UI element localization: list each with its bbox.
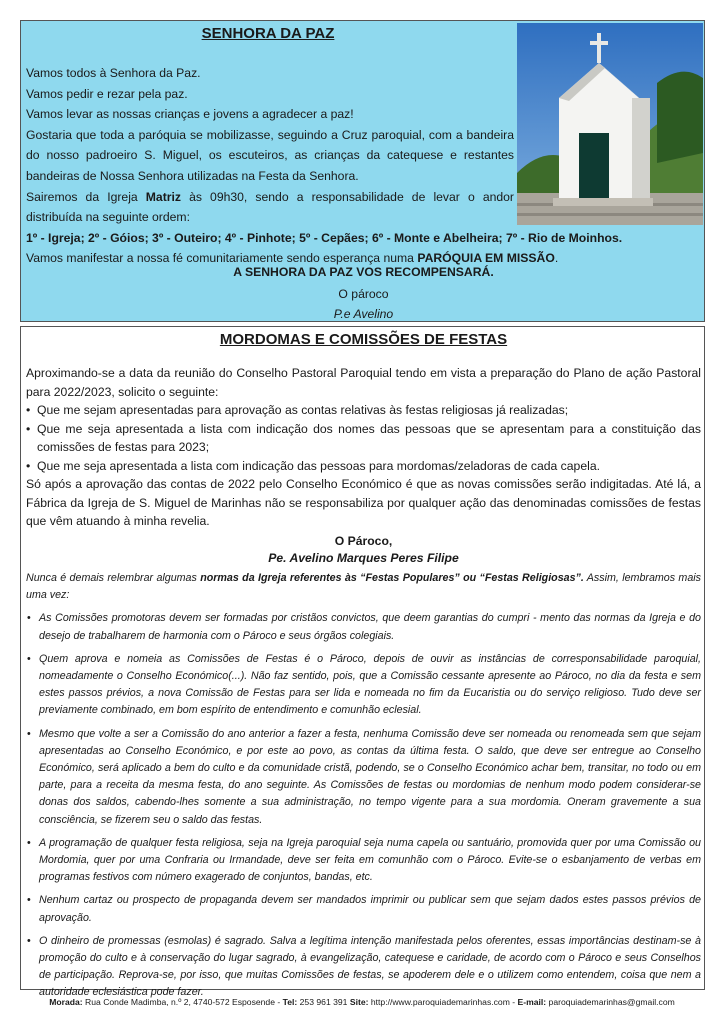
faith-paragraph: Vamos manifestar a nossa fé comunitariamente sendo esperança numa PARÓQUIA EM MISSÃO. — [26, 251, 559, 266]
rule-item: • Quem aprova e nomeia as Comissões de Festas é o Pároco, depois de ouvir as instâncias de corresponsabilidade paroquial, nomeadamente o Conselho Económico(...). Não faz sentido, pois, que a Comissão cessante apresente ao Pároco, no dia da festa e sem estes passos prévios, a nova Comissão de Festas para ser lida e nomeada no fim da Eucaristia ou do serviço religioso. Tudo deve ser previamente combinado, em bom espírito de entendimento e comunhão eclesial. — [26, 651, 701, 720]
request-item: • Que me sejam apresentadas para aprovação as contas relativas às festas religiosas já realizadas; — [26, 401, 701, 420]
signature-block — [26, 533, 701, 567]
signature-name: Pe. Avelino Marques Peres Filipe — [268, 550, 459, 565]
chapel-photo — [517, 23, 703, 225]
text-line: Vamos levar as nossas crianças e jovens a agradecer a paz! — [26, 107, 354, 122]
rules-intro: Nunca é demais relembrar algumas normas da Igreja referentes às “Festas Populares” ou “Festas Religiosas”. Assim, lembramos mais uma vez: — [26, 572, 702, 602]
chapel-image — [517, 23, 703, 225]
closing-paragraph: Só após a aprovação das contas de 2022 pelo Conselho Económico é que as novas comissões serão indigitadas. Até lá, a Fábrica da Igreja de S. Miguel de Marinhas não se responsabiliza por qualquer ação das denominadas comissões de festas que vêm atuando à minha revelia. — [26, 477, 701, 528]
reward-line: A SENHORA DA PAZ VOS RECOMPENSARÁ. — [233, 265, 494, 279]
rule-item: • A programação de qualquer festa religiosa, seja na Igreja paroquial seja numa capela ou santuário, promovida quer por uma Comissão ou Mordomia, quer por uma Confraria ou Irmandade, deve ser feita em comunhão com o Pároco. Evite-se o esbanjamento de verbas em programas festivos com número exagerado de conjuntos, bandas, etc. — [26, 835, 701, 887]
intro-paragraph: Aproximando-se a data da reunião do Conselho Pastoral Paroquial tendo em vista a preparação do Plano de ação Pastoral para 2022/2023, solicito o seguinte: — [26, 366, 701, 399]
rule-item: • As Comissões promotoras devem ser formadas por cristãos convictos, que deem garantias do cumpri - mento das normas da Igreja e do desejo de trabalharem de harmonia com o Pároco e seus órgãos colegiais. — [26, 610, 701, 644]
section-body — [26, 63, 623, 269]
signature-name: P.e Avelino — [333, 307, 394, 321]
email-link[interactable]: paroquiademarinhas@gmail.com — [546, 997, 675, 1007]
departure-paragraph: Sairemos da Igreja Matriz às 09h30, sendo a responsabilidade de levar o andor distribuída na seguinte ordem: — [26, 189, 514, 225]
rule-item: • Mesmo que volte a ser a Comissão do ano anterior a fazer a festa, nenhuma Comissão deve ser nomeada ou renomeada sem que sejam apresentadas ao Conselho Económico, e por este ao povo, as contas da última festa. O saldo, que deve ser entregue ao Conselho Económico, será aplicado a bem do culto e da comunidade cristã, podendo, se o Conselho Económico achar bem, transitar, no todo ou em parte, para a receita da mesma festa, do ano seguinte. As Comissões de festas ou mordomias de nenhum modo podem considerar-se donas dos saldos, cabendo-lhes somente a sua administração, no tempo vigente para a sua mordomia. Oneram gravemente a sua consciência, se fizerem seu o saldo das festas. — [26, 726, 701, 829]
signature-role: O Pároco, — [334, 533, 393, 548]
request-item: • Que me seja apresentada a lista com indicação dos nomes das pessoas que se apresentam para a constituição das comissões de festas para 2023; — [26, 420, 701, 457]
section-intro — [26, 364, 701, 567]
site-link[interactable]: http://www.paroquiademarinhas.com - — [368, 997, 518, 1007]
rule-item: • O dinheiro de promessas (esmolas) é sagrado. Salva a legítima intenção manifestada pelos oferentes, essas importâncias destinam-se à promoção do culto e à conservação do lugar sagrado, à evangelização, catequese e caridade, de acordo com o Pároco e seus Conselhos de participação. Reprova-se, por isso, que muitas Comissões de festas, se apoderem dele e o utilizem como entendem, coisa que nem a autoridade eclesiástica pode fazer. — [26, 933, 701, 1002]
church-rules — [26, 570, 701, 1008]
senhora-da-paz-section — [20, 20, 705, 322]
request-item: • Que me seja apresentada a lista com indicação das pessoas para mordomas/zeladoras de cada capela. — [26, 457, 701, 476]
text-line: Vamos pedir e rezar pela paz. — [26, 86, 188, 101]
rule-item: • Nenhum cartaz ou prospecto de propaganda devem ser mandados imprimir ou publicar sem que sejam dados estes passos prévios de aprovação. — [26, 892, 701, 926]
mordomas-section — [20, 326, 705, 999]
signature-role: O pároco — [338, 287, 389, 301]
footer: Morada: Rua Conde Madimba, n.º 2, 4740-572 Esposende - Tel: 253 961 391 Site: http://www.paroquiademarinhas.com - E-mail: paroquiademarinhas@gmail.com — [49, 997, 675, 1007]
text-line: Vamos todos à Senhora da Paz. — [26, 66, 201, 80]
andor-order: 1º - Igreja; 2º - Góios; 3º - Outeiro; 4º - Pinhote; 5º - Cepães; 6º - Monte e Abelheira; 7º - Rio de Moinhos. — [26, 230, 623, 245]
text-paragraph: Gostaria que toda a paróquia se mobilizasse, seguindo a Cruz paroquial, com a bandeira do nosso padroeiro S. Miguel, os escuteiros, as crianças da catequese e restantes bandeiras de Nossa Senhora utilizadas na Festa da Senhora. — [26, 127, 514, 183]
section-title: SENHORA DA PAZ — [201, 25, 335, 42]
section-title: MORDOMAS E COMISSÕES DE FESTAS — [219, 331, 508, 348]
